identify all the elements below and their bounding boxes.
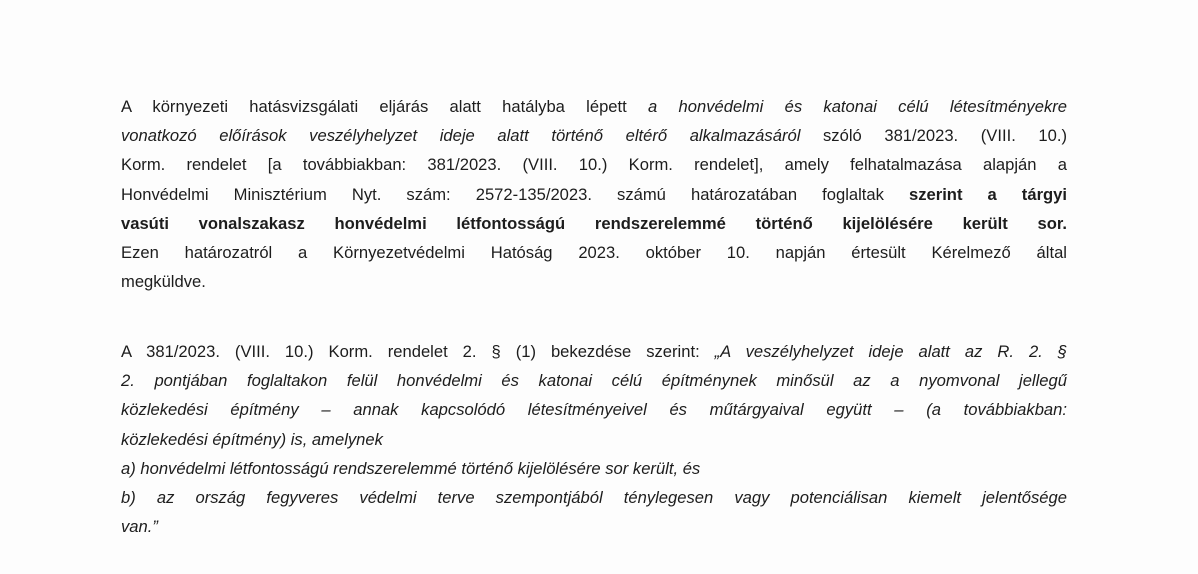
- paragraph2-line7: van.”: [121, 517, 158, 537]
- text-run: Honvédelmi Minisztérium Nyt. szám: 2572-135/2023. számú határozatában foglaltak: [121, 184, 909, 204]
- paragraph2-line1: [121, 337, 1067, 366]
- italic-decree-title: vonatkozó előírások veszélyhelyzet ideje alatt történő eltérő alkalmazásáról: [121, 126, 801, 146]
- paragraph-decree-quote: [121, 337, 1067, 541]
- paragraph2-line2: 2. pontjában foglaltakon felül honvédelmi és katonai célú építménynek minősül az a nyomvonal jellegű: [121, 371, 1067, 391]
- text-run: A 381/2023. (VIII. 10.) Korm. rendelet 2. § (1) bekezdése szerint:: [121, 342, 715, 361]
- paragraph1-line7: megküldve.: [121, 272, 206, 292]
- paragraph1-line2: [121, 121, 1067, 150]
- paragraph2-line3: közlekedési építmény – annak kapcsolódó létesítményeivel és műtárgyaival együtt – (a továbbiakban:: [121, 400, 1067, 420]
- text-run: A környezeti hatásvizsgálati eljárás alatt hatályba lépett: [121, 97, 649, 116]
- paragraph2-line5: a) honvédelmi létfontosságú rendszerelemmé történő kijelölésére sor került, és: [121, 458, 701, 478]
- italic-quote: „A veszélyhelyzet ideje alatt az R. 2. §: [714, 342, 1067, 361]
- paragraph2-line4: közlekedési építmény) is, amelynek: [121, 429, 383, 449]
- text-run: szóló 381/2023. (VIII. 10.): [800, 126, 1067, 146]
- paragraph1-line4: [121, 180, 1067, 209]
- paragraph-legal-background: [121, 92, 1067, 296]
- italic-decree-title: a honvédelmi és katonai célú létesítményekre: [648, 97, 1068, 116]
- paragraph1-line6: Ezen határozatról a Környezetvédelmi Hatóság 2023. október 10. napján értesült Kérelmező által: [121, 243, 1067, 263]
- paragraph1-line5: vasúti vonalszakasz honvédelmi létfontosságú rendszerelemmé történő kijelölésére került sor.: [121, 213, 1067, 233]
- paragraph2-line6: b) az ország fegyveres védelmi terve szempontjából ténylegesen vagy potenciálisan kiemelt jelentősége: [121, 488, 1067, 508]
- bold-text: szerint a tárgyi: [908, 184, 1067, 204]
- paragraph1-line3: Korm. rendelet [a továbbiakban: 381/2023. (VIII. 10.) Korm. rendelet], amely felhatalmazása alapján a: [121, 155, 1067, 175]
- paragraph1-line1: [121, 92, 1067, 121]
